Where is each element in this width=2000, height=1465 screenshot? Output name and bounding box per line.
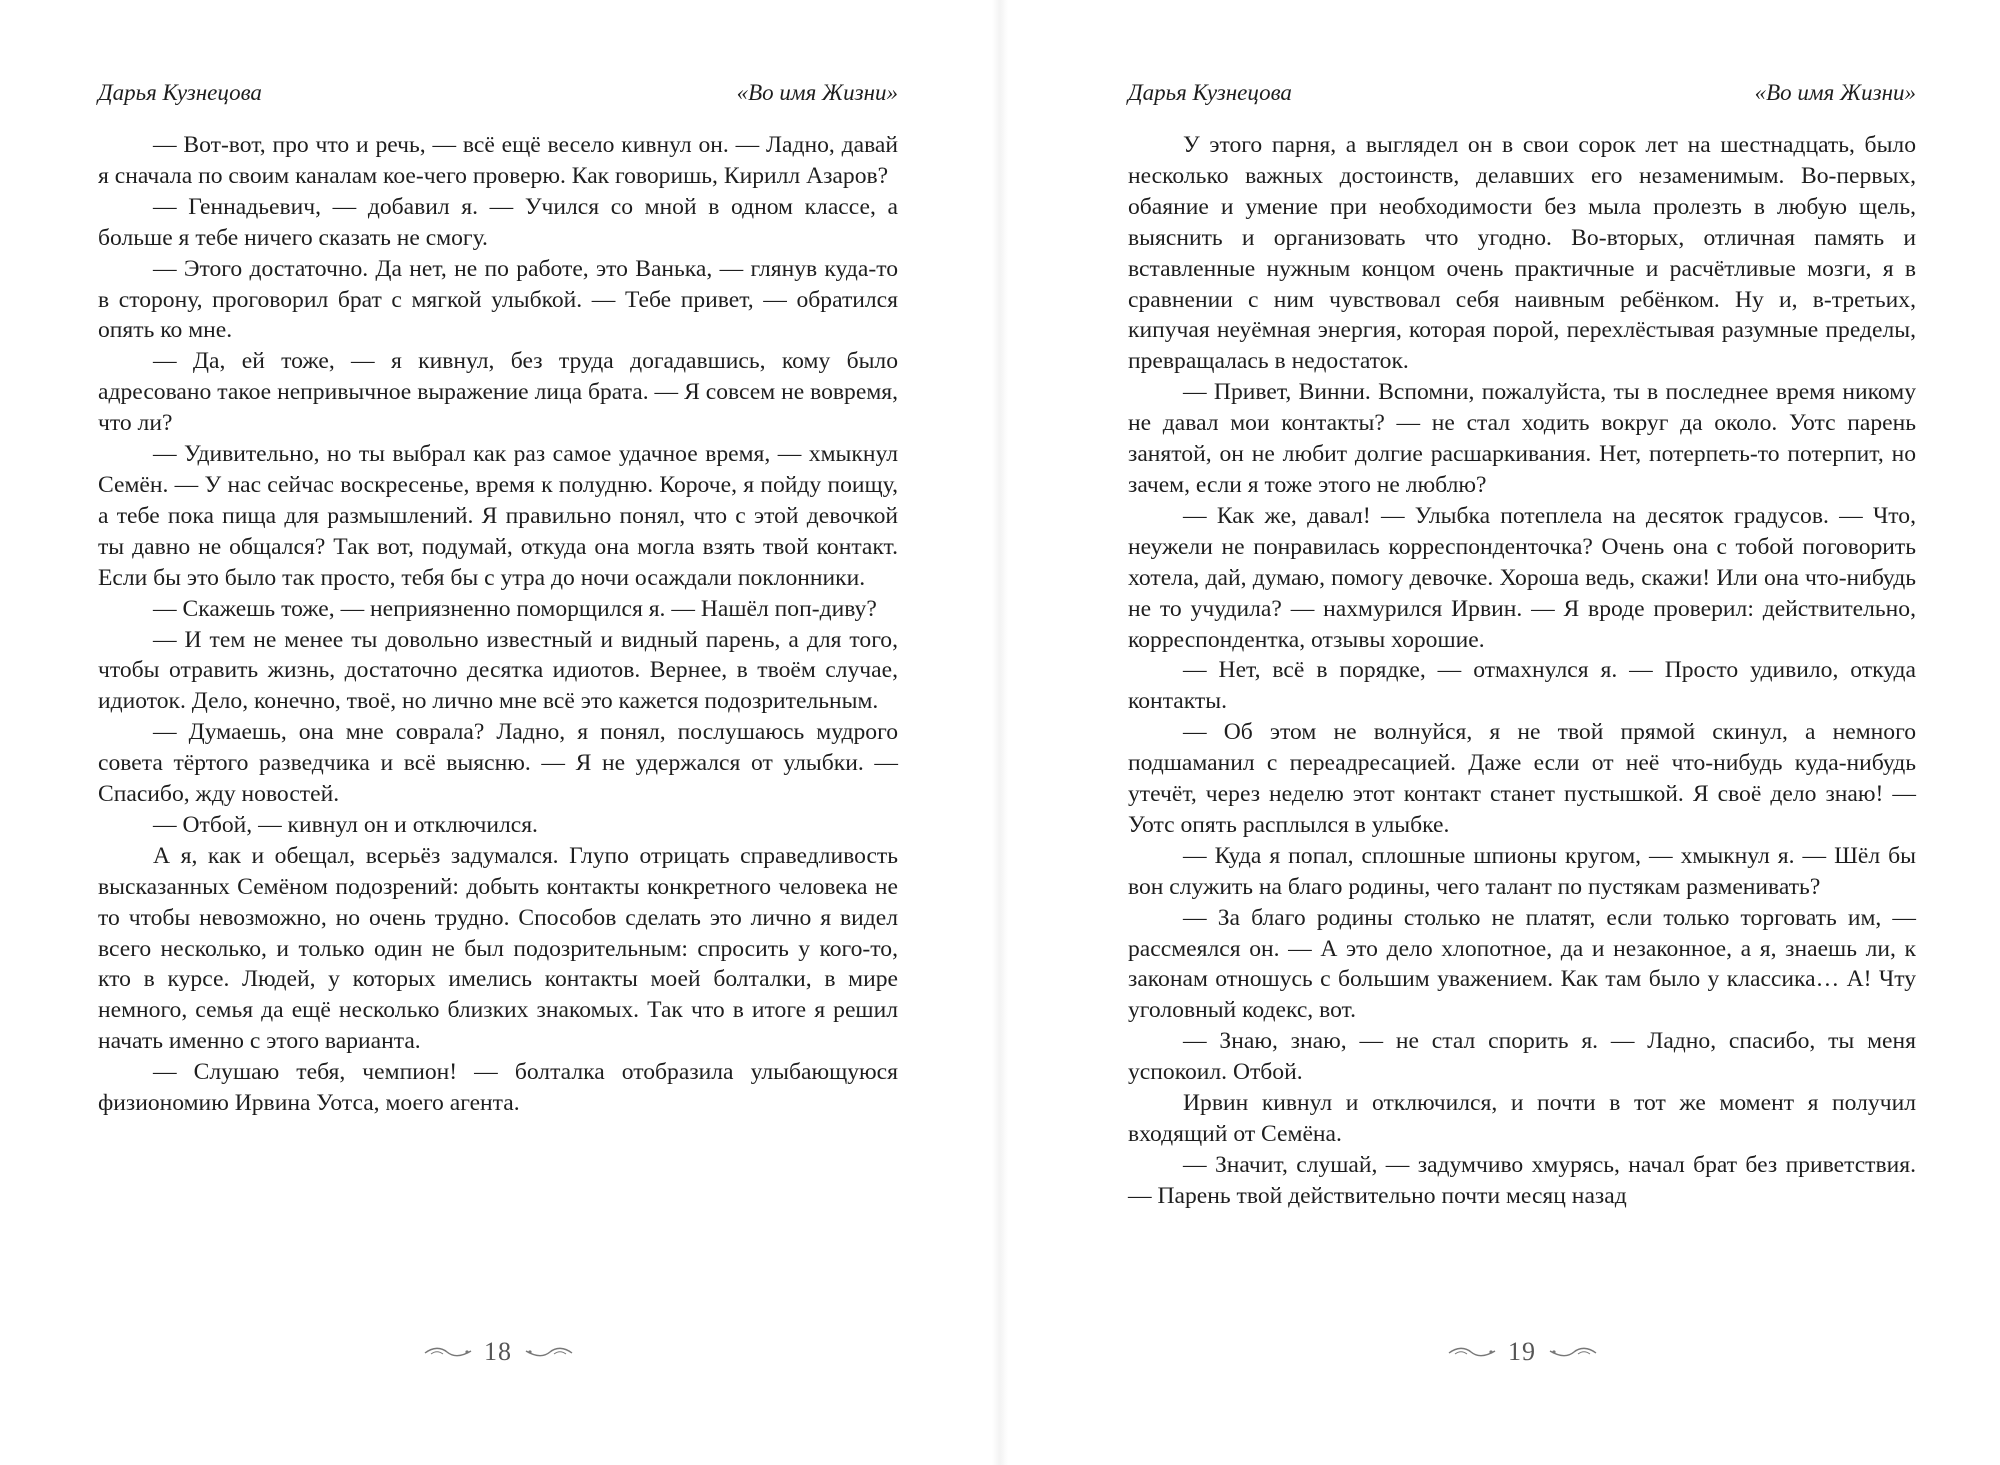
paragraph: — Отбой, — кивнул он и отключился. [153, 811, 538, 838]
paragraph: — Думаешь, она мне соврала? Ладно, я понял, послушаюсь мудрого совета тёртого разведчика и всё выясню. — Я не удержался от улыбки. — Спасибо, жду новостей. [98, 719, 898, 808]
right-page-number [1128, 1335, 1916, 1369]
right-page [1128, 0, 1916, 1465]
flourish-ornament-icon [524, 1345, 574, 1359]
paragraph: — Привет, Винни. Вспомни, пожалуйста, ты в последнее время никому не давал мои контакты? — не стал ходить вокруг да около. Уотс парень занятой, он не любит долгие расшаркивания. Нет, потерпеть-то потерпит, но зачем, если я тоже этого не люблю? [1128, 379, 1916, 498]
flourish-ornament-icon [1548, 1345, 1598, 1359]
paragraph: — Слушаю тебя, чемпион! — болталка отобразила улыбающуюся физиономию Ирвина Уотса, моего агента. [98, 1059, 898, 1117]
left-page [98, 0, 898, 1465]
paragraph: — Этого достаточно. Да нет, не по работе, это Ванька, — глянув куда-то в сторону, проговорил брат с мягкой улыбкой. — Тебе привет, — обратился опять ко мне. [98, 255, 898, 344]
paragraph: — Нет, всё в порядке, — отмахнулся я. — Просто удивило, откуда контакты. [1128, 657, 1916, 715]
paragraph: — Да, ей тоже, — я кивнул, без труда догадавшись, кому было адресовано такое непривычное выражение лица брата. — Я совсем не вовремя, что ли? [98, 348, 898, 437]
right-author: Дарья Кузнецова [1128, 80, 1292, 105]
paragraph: — Значит, слушай, — задумчиво хмурясь, начал брат без приветствия. — Парень твой действительно почти месяц назад [1128, 1151, 1916, 1209]
left-page-number [98, 1335, 898, 1369]
left-body-text [98, 130, 898, 1119]
paragraph: — Знаю, знаю, — не стал спорить я. — Ладно, спасибо, ты меня успокоил. Отбой. [1128, 1028, 1916, 1086]
paragraph: — Вот-вот, про что и речь, — всё ещё весело кивнул он. — Ладно, давай я сначала по своим каналам кое-чего проверю. Как говоришь, Кирилл Азаров? [98, 132, 898, 189]
left-author: Дарья Кузнецова [98, 80, 262, 105]
flourish-ornament-icon [423, 1345, 473, 1359]
paragraph: — Как же, давал! — Улыбка потеплела на десяток градусов. — Что, неужели не понравилась корреспонденточка? Очень она с тобой поговорить хотела, дай, думаю, помогу девочке. Хороша ведь, скажи! Или она что-нибудь не то учудила? — нахмурился Ирвин. — Я вроде проверил: действительно, корреспондентка, отзывы хорошие. [1128, 502, 1916, 653]
right-running-head [1128, 80, 1916, 112]
right-body-text [1128, 130, 1916, 1212]
left-running-head [98, 80, 898, 112]
paragraph: — Куда я попал, сплошные шпионы кругом, — хмыкнул я. — Шёл бы вон служить на благо родины, чего талант по пустякам разменивать? [1128, 842, 1916, 900]
page-number-value: 18 [484, 1337, 512, 1367]
paragraph: Ирвин кивнул и отключился, и почти в тот же момент я получил входящий от Семёна. [1128, 1090, 1916, 1147]
paragraph: — Об этом не волнуйся, я не твой прямой скинул, а немного подшаманил с переадресацией. Даже если от неё что-нибудь куда-нибудь утечёт, через неделю этот контакт станет пустышкой. Я своё дело знаю! — Уотс опять расплылся в улыбке. [1128, 719, 1916, 838]
paragraph: — За благо родины столько не платят, если только торговать им, — рассмеялся он. — А это дело хлопотное, да и незаконное, а я, знаешь ли, к законам отношусь с большим уважением. Как там было у классика… А! Чту уголовный кодекс, вот. [1128, 904, 1916, 1024]
paragraph: У этого парня, а выглядел он в свои сорок лет на шестнадцать, было несколько важных достоинств, делавших его незаменимым. Во-первых, обаяние и умение при необходимости без мыла пролезть в любую щель, выяснить и организовать что угодно. Во-вторых, отличная память и вставленные нужным концом очень практичные и расчётливые мозги, я в сравнении с ним чувствовал себя наивным ребёнком. Ну и, в-третьих, кипучая неуёмная энергия, которая порой, перехлёстывая разумные пределы, превращалась в недостаток. [1128, 132, 1916, 375]
paragraph: — Удивительно, но ты выбрал как раз самое удачное время, — хмыкнул Семён. — У нас сейчас воскресенье, время к полудню. Короче, я пойду поищу, а тебе пока пища для размышлений. Я правильно понял, что с этой девочкой ты давно не общался? Так вот, подумай, откуда она могла взять твой контакт. Если бы это было так просто, тебя бы с утра до ночи осаждали поклонники. [98, 441, 898, 591]
paragraph: — Геннадьевич, — добавил я. — Учился со мной в одном классе, а больше я тебе ничего сказать не смогу. [98, 193, 898, 251]
paragraph: — Скажешь тоже, — неприязненно поморщился я. — Нашёл поп-диву? [153, 595, 877, 622]
page-number-value: 19 [1508, 1337, 1536, 1367]
book-gutter [992, 0, 1008, 1465]
right-book-title: «Во имя Жизни» [1754, 80, 1916, 105]
left-book-title: «Во имя Жизни» [736, 80, 898, 105]
flourish-ornament-icon [1447, 1345, 1497, 1359]
paragraph: — И тем не менее ты довольно известный и видный парень, а для того, чтобы отравить жизнь, достаточно десятка идиотов. Вернее, в твоём случае, идиоток. Дело, конечно, твоё, но лично мне всё это кажется подозрительным. [98, 626, 898, 715]
paragraph: А я, как и обещал, всерьёз задумался. Глупо отрицать справедливость высказанных Семёном подозрений: добыть контакты конкретного человека не то чтобы невозможно, но очень трудно. Способов сделать это лично я видел всего несколько, и только один не был подозрительным: спросить у кого-то, кто в курсе. Людей, у которых имелись контакты моей болталки, в мире немного, семья да ещё несколько близких знакомых. Так что в итоге я решил начать именно с этого варианта. [98, 842, 898, 1055]
